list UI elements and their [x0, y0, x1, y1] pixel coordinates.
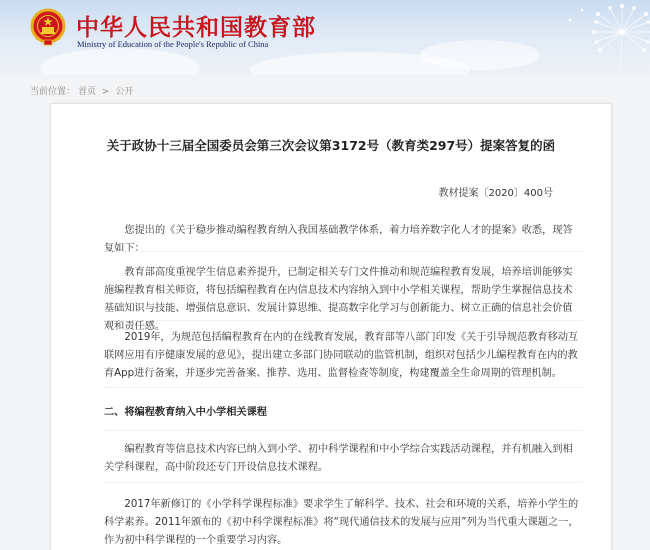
dandelion-icon: [510, 0, 650, 75]
paragraph: 您提出的《关于稳步推动编程教育纳入我国基础教学体系，着力培养数字化人才的提案》收悉，现答复如下：: [104, 225, 573, 254]
divider: [104, 251, 582, 252]
paragraph: 2017年新修订的《小学科学课程标准》要求学生了解科学、技术、社会和环境的关系，培养小学生的科学素养。2011年颁布的《初中科学课程标准》将“现代通信技术的发展与应用”列为当代重大课题之一，作为初中科学课程的一个重要学习内容。: [104, 499, 579, 546]
paragraph: 2019年，为规范包括编程教育在内的在线教育发展，教育部等八部门印发《关于引导规范教育移动互联网应用有序健康发展的意见》，提出建立多部门协同联动的监管机制，组织对包括少儿编程教育在内的教育App进行备案，并逐步完善备案、推荐、选用、监督检查等制度，构建覆盖全生命周期的管理机制。: [104, 332, 579, 379]
breadcrumb-separator: >: [101, 87, 110, 97]
breadcrumb-current-link[interactable]: 公开: [115, 87, 134, 97]
breadcrumb-label: 当前位置：: [30, 87, 76, 97]
divider: [104, 387, 582, 388]
divider: [104, 482, 582, 483]
paragraph: 编程教育等信息技术内容已纳入到小学、初中科学课程和中小学综合实践活动课程，并有机融入到相关学科课程，高中阶段还专门开设信息技术课程。: [104, 444, 573, 473]
site-title[interactable]: 中华人民共和国教育部: [76, 14, 316, 41]
national-emblem-icon[interactable]: [30, 8, 66, 46]
divider: [104, 430, 582, 431]
document-number: 教材提案〔2020〕400号: [438, 188, 553, 199]
divider: [104, 320, 582, 321]
section-heading: 二、将编程教育纳入中小学相关课程: [104, 407, 267, 418]
site-header: [0, 0, 650, 75]
document-title: 关于政协十三届全国委员会第三次会议第3172号（教育类297号）提案答复的函: [106, 138, 556, 153]
article-panel: [50, 103, 612, 550]
paragraph: 教育部高度重视学生信息素养提升，已制定相关专门文件推动和规范编程教育发展，培养培训能够实施编程教育相关师资，将包括编程教育在内信息技术内容纳入到中小学相关课程，帮助学生掌握信息技术基础知识与技能、增强信息意识、发展计算思维、提高数字化学习与创新能力、树立正确的信息社会价值观和责任感。: [104, 267, 573, 332]
breadcrumb: [30, 84, 136, 97]
breadcrumb-home-link[interactable]: 首页: [78, 87, 97, 97]
site-subtitle: Ministry of Education of the People's Republic of China: [77, 39, 269, 49]
cloud-decoration: [40, 48, 200, 75]
